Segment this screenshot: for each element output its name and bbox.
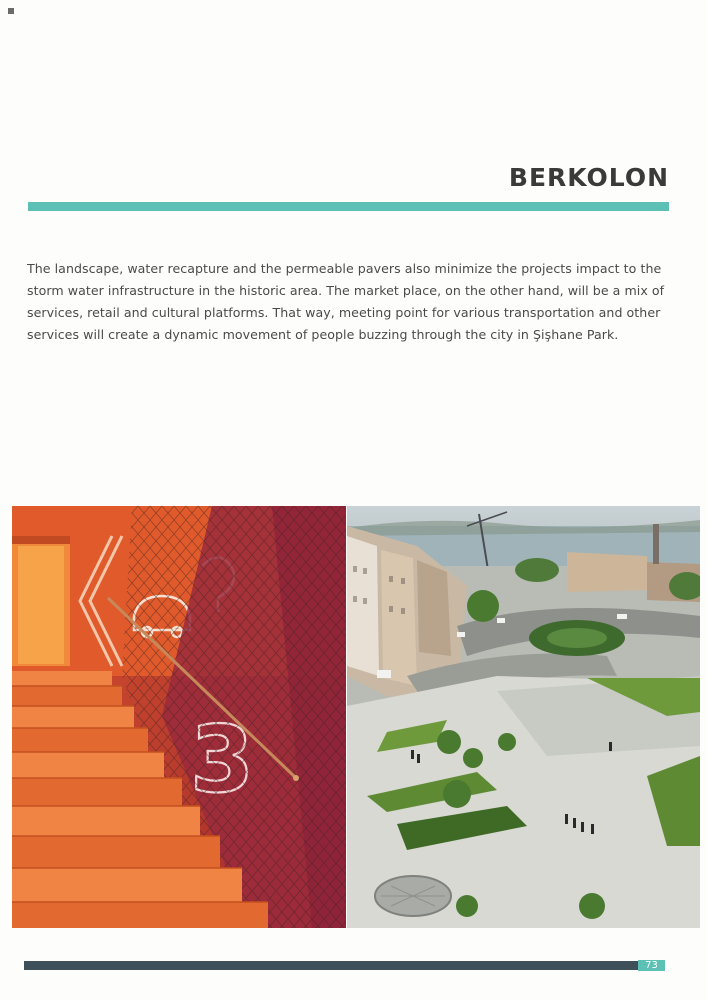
park-illustration — [347, 506, 700, 928]
page-title: BERKOLON — [508, 163, 669, 192]
body-paragraph: The landscape, water recapture and the permeable pavers also minimize the projects impact to the storm water infrastructure in the historic area. The market place, on the other hand, will be a mix of services, retail and cultural platforms. That way, meeting point for various transportation and other services will create a dynamic movement of people buzzing through the city in Şişhane Park. — [27, 261, 665, 342]
aerial-park-photo — [347, 506, 700, 928]
title-underline-bar — [28, 202, 669, 211]
staircase-photo — [12, 506, 346, 928]
staircase-illustration — [12, 506, 346, 928]
page-number: 73 — [638, 960, 665, 971]
corner-registration-mark — [8, 8, 14, 14]
footer-bar — [24, 961, 638, 970]
